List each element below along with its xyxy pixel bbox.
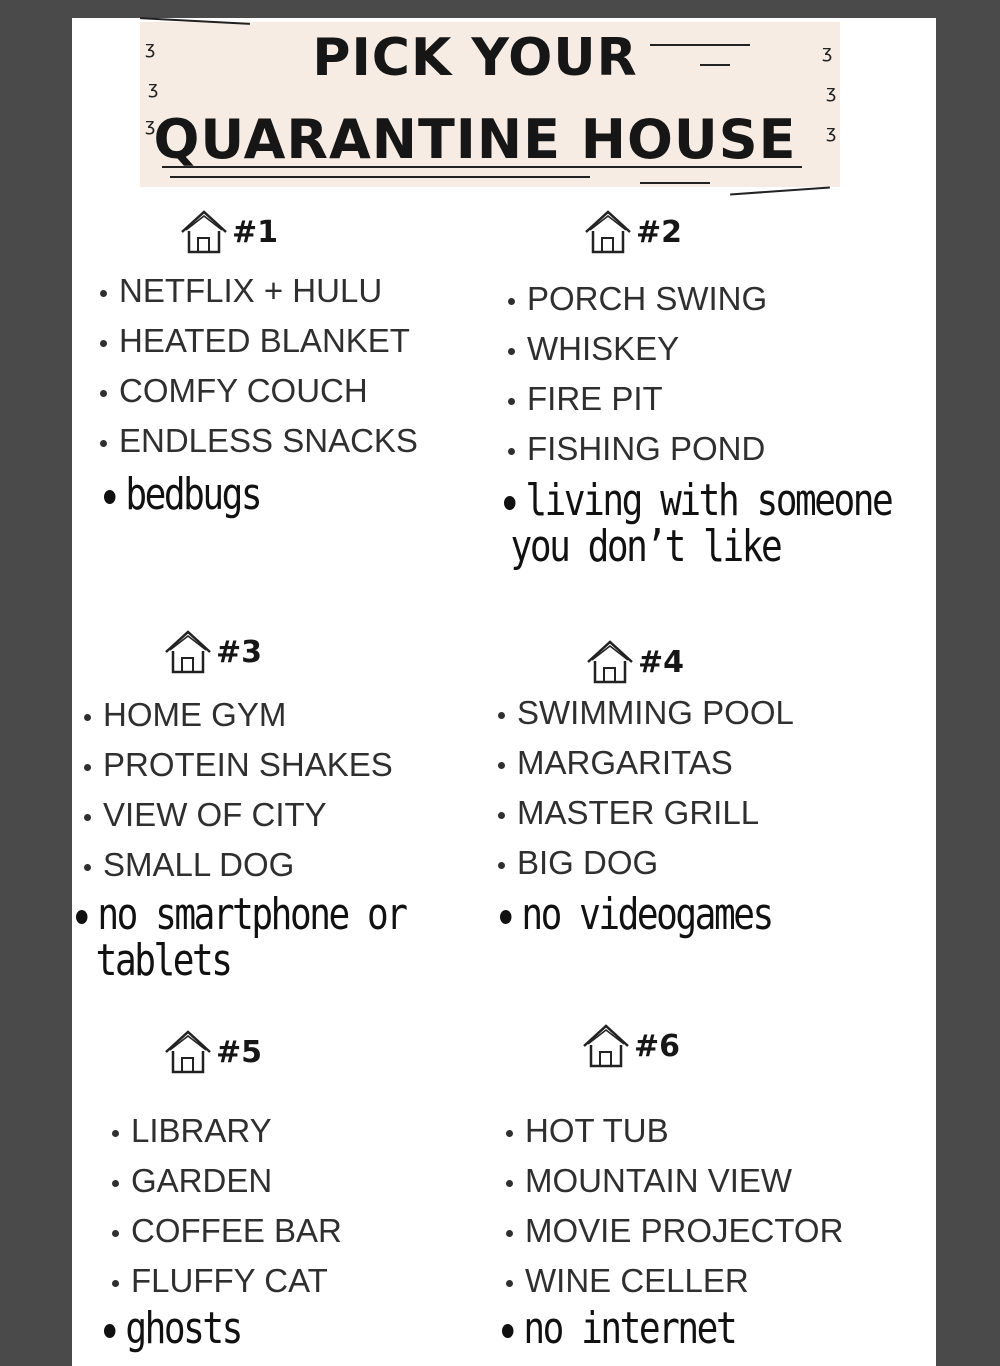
list-item: HEATED BLANKET xyxy=(100,316,418,366)
squiggle-decoration: ʒ xyxy=(145,115,156,136)
list-item: ENDLESS SNACKS xyxy=(100,416,418,466)
squiggle-decoration: ʒ xyxy=(148,78,159,99)
house-3-label: #3 xyxy=(216,634,263,670)
house-6-heading xyxy=(580,1020,680,1072)
house-3-list xyxy=(84,690,393,890)
list-item: PROTEIN SHAKES xyxy=(84,740,393,790)
house-icon xyxy=(580,1020,632,1072)
list-item: SMALL DOG xyxy=(84,840,393,890)
house-4-heading xyxy=(584,636,684,688)
list-item: HOME GYM xyxy=(84,690,393,740)
house-5-added-note: ghosts xyxy=(104,1306,241,1352)
list-item: MASTER GRILL xyxy=(498,788,794,838)
house-1-list xyxy=(100,266,418,466)
house-1-added-note: bedbugs xyxy=(104,472,260,518)
house-4-added-note: no videogames xyxy=(500,892,772,938)
house-5-list xyxy=(112,1106,342,1306)
list-item: MOVIE PROJECTOR xyxy=(506,1206,843,1256)
squiggle-decoration: ʒ xyxy=(822,42,833,63)
house-4-list xyxy=(498,688,794,888)
house-3-added-note: no smartphone or tablets xyxy=(76,892,406,984)
house-6-added-note: no internet xyxy=(502,1306,735,1352)
house-6-label: #6 xyxy=(634,1028,681,1064)
house-icon xyxy=(582,206,634,258)
list-item: NETFLIX + HULU xyxy=(100,266,418,316)
list-item: MOUNTAIN VIEW xyxy=(506,1156,843,1206)
list-item: WINE CELLER xyxy=(506,1256,843,1306)
title-rule xyxy=(640,182,710,184)
house-2-label: #2 xyxy=(636,214,683,250)
list-item: PORCH SWING xyxy=(508,274,767,324)
list-item: WHISKEY xyxy=(508,324,767,374)
house-4-label: #4 xyxy=(638,644,685,680)
page-title-line-2: QUARANTINE HOUSE xyxy=(153,108,797,171)
house-2-list xyxy=(508,274,767,474)
house-2-heading xyxy=(582,206,682,258)
list-item: MARGARITAS xyxy=(498,738,794,788)
list-item: COMFY COUCH xyxy=(100,366,418,416)
house-6-list xyxy=(506,1106,843,1306)
list-item: LIBRARY xyxy=(112,1106,342,1156)
list-item: FLUFFY CAT xyxy=(112,1256,342,1306)
list-item: HOT TUB xyxy=(506,1106,843,1156)
page-title-line-1: PICK YOUR xyxy=(312,28,638,88)
house-icon xyxy=(584,636,636,688)
list-item: FISHING POND xyxy=(508,424,767,474)
list-item: SWIMMING POOL xyxy=(498,688,794,738)
house-5-label: #5 xyxy=(216,1034,263,1070)
list-item: GARDEN xyxy=(112,1156,342,1206)
title-rule xyxy=(170,176,590,178)
list-item: BIG DOG xyxy=(498,838,794,888)
house-1-heading xyxy=(178,206,278,258)
house-1-label: #1 xyxy=(232,214,279,250)
list-item: VIEW OF CITY xyxy=(84,790,393,840)
house-icon xyxy=(162,1026,214,1078)
house-icon xyxy=(178,206,230,258)
list-item: FIRE PIT xyxy=(508,374,767,424)
squiggle-decoration: ʒ xyxy=(145,38,156,59)
house-5-heading xyxy=(162,1026,262,1078)
squiggle-decoration: ʒ xyxy=(826,122,837,143)
squiggle-decoration: ʒ xyxy=(826,82,837,103)
house-icon xyxy=(162,626,214,678)
house-3-heading xyxy=(162,626,262,678)
house-2-added-note: living with someone you don’t like xyxy=(504,478,891,570)
list-item: COFFEE BAR xyxy=(112,1206,342,1256)
